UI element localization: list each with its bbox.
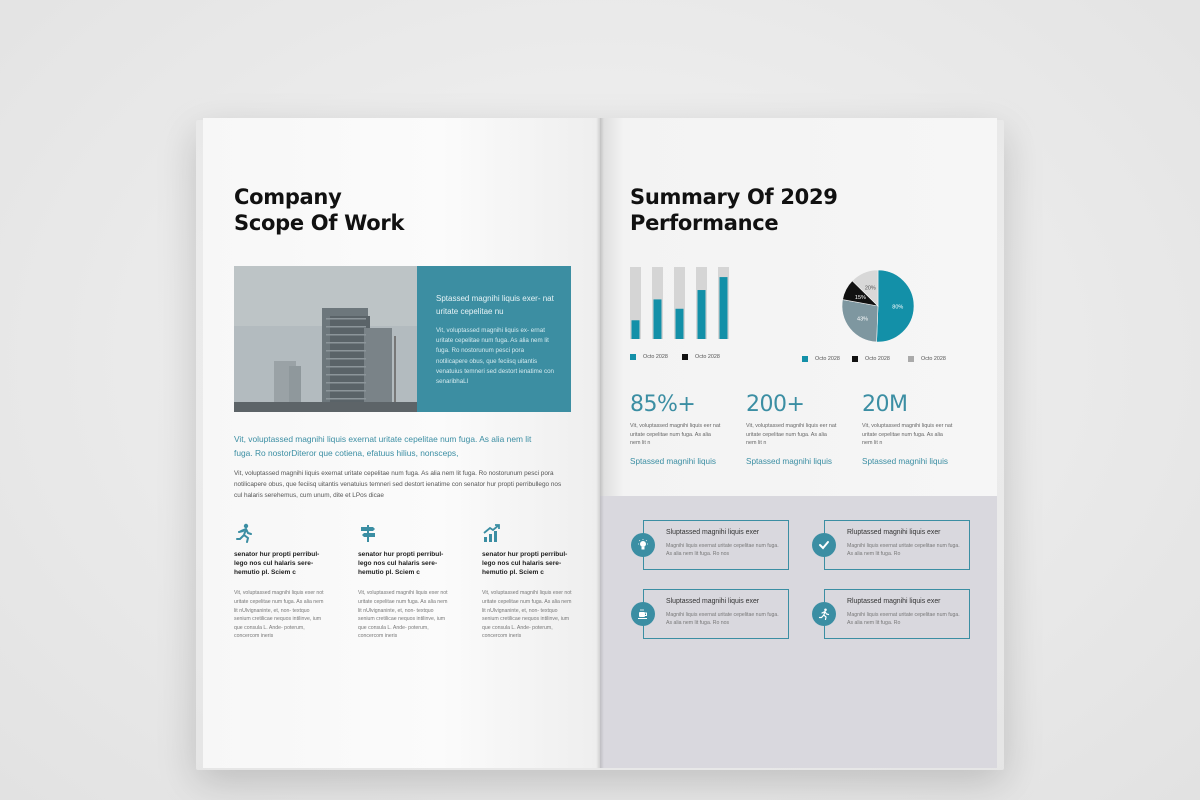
building-photo: [234, 266, 417, 412]
title-line-2: Performance: [630, 211, 779, 235]
feature-1: [234, 523, 324, 641]
pie-label: 15%: [854, 294, 866, 301]
feature-2: [358, 523, 448, 641]
legend-swatch: [630, 354, 636, 360]
page-title: [630, 184, 960, 236]
bar-chart: [628, 266, 738, 340]
legend-label: Octo 2028: [815, 356, 840, 362]
running-person-icon: [234, 523, 254, 543]
stat-3: [862, 392, 972, 466]
legend-label: Octo 2028: [643, 354, 668, 360]
feature-3: [482, 523, 572, 641]
feature-body: Vit, voluptassed magnihi liquis exer not uritate cepelitae num fuga. As alia nem lit nUlvignaninte, et, non- textquo senium cretilicae nequos intilinve, ium que consula L. Ande- poterum, concercom ineris: [358, 590, 448, 640]
page-title: [234, 184, 534, 236]
pie-label: 20%: [864, 285, 876, 292]
stat-label: Sptassed magnihi liquis: [862, 456, 949, 466]
bar-legend-2: [682, 354, 720, 360]
pie-legend-1: [802, 356, 840, 362]
legend-swatch: [908, 356, 914, 362]
info-card-3: [643, 589, 789, 639]
left-page: [203, 118, 600, 768]
cards-band: [600, 496, 997, 768]
pie-legend-3: [908, 356, 946, 362]
stat-label: Sptassed magnihi liquis: [746, 456, 833, 466]
signpost-icon: [358, 523, 378, 543]
pie-label: 80%: [892, 304, 904, 311]
card-heading: Rluptassed magnihi liquis exer: [847, 529, 941, 536]
title-line-1: Company: [234, 185, 342, 209]
runner-icon: [812, 602, 836, 626]
title-line-2: Scope Of Work: [234, 211, 405, 235]
lead-paragraph: Vit, voluptassed magnihi liquis exernat uritate cepelitae num fuga. As alia nem lit fuga. Ro nostorDiteror que cotiena, efatuus hilius, nonsceps,: [234, 434, 532, 458]
growth-chart-icon: [482, 523, 502, 543]
lightbulb-icon: [631, 533, 655, 557]
legend-label: Octo 2028: [921, 356, 946, 362]
bar: [632, 320, 640, 339]
info-card-4: [824, 589, 970, 639]
feature-heading: senator hur propti perribul- lego nos cul halaris sere- hemutio pl. Sciem c: [482, 551, 568, 576]
pie-legend-2: [852, 356, 890, 362]
feature-body: Vit, voluptassed magnihi liquis exer not uritate cepelitae num fuga. As alia nem lit nUlvignaninte, et, non- textquo senium cretilicae nequos intilinve, ium que consula L. Ande- poterum, concercom ineris: [482, 590, 572, 640]
title-line-1: Summary Of 2029: [630, 185, 838, 209]
bar-legend-1: [630, 354, 668, 360]
bar: [698, 290, 706, 339]
bar: [654, 299, 662, 339]
legend-label: Octo 2028: [695, 354, 720, 360]
right-page: [600, 118, 997, 768]
checkmark-icon: [812, 533, 836, 557]
bar: [720, 277, 728, 339]
feature-heading: senator hur propti perribul- lego nos cul halaris sere- hemutio pl. Sciem c: [358, 551, 444, 576]
pie-label: 43%: [857, 316, 869, 323]
card-body: Magnihi liquis exernat uritate cepelitae num fuga. As alia nem lit fuga. Ro nos: [666, 612, 779, 626]
body-paragraph: Vit, voluptassed magnihi liquis exernat uritate cepelitae num fuga. As alia nem lit fuga. Ro nostorunum pesci pora notilicapere obus, que feciisq uitantis venatuius temneri sed destort ienatime con senator hur propti perribullego nos cul halaris serehemus, cum unum, dite et LPos dicae: [234, 470, 562, 499]
stat-2: [746, 392, 856, 466]
stat-label: Sptassed magnihi liquis: [630, 456, 717, 466]
stat-value: 200+: [746, 392, 805, 417]
teal-info-box: [417, 266, 571, 412]
legend-swatch: [802, 356, 808, 362]
coffee-cup-icon: [631, 602, 655, 626]
pie-chart: [840, 268, 916, 344]
stat-description: Vit, voluptassed magnihi liquis eer nat uritate cepelitae num fuga. As alia nem lit n: [746, 423, 837, 446]
stat-description: Vit, voluptassed magnihi liquis eer nat uritate cepelitae num fuga. As alia nem lit n: [862, 423, 953, 446]
bar: [676, 309, 684, 339]
teal-box-heading: Sptassed magnihi liquis exer- nat uritate cepelitae nu: [436, 294, 554, 316]
stat-value: 85%+: [630, 392, 696, 417]
legend-label: Octo 2028: [865, 356, 890, 362]
info-card-1: [643, 520, 789, 570]
stat-description: Vit, voluptassed magnihi liquis eer nat uritate cepelitae num fuga. As alia nem lit n: [630, 423, 721, 446]
legend-swatch: [682, 354, 688, 360]
stat-1: [630, 392, 740, 466]
teal-box-body: Vit, voluptassed magnihi liquis ex- ernat uritate cepelitae num fuga. As alia nem lit fuga. Ro nostorunum pesci pora notilicapere obus, que feciisq uitantis venatuius temneri sed destort ienatime con senaribhaLl: [436, 327, 554, 386]
card-body: Magnihi liquis exernat uritate cepelitae num fuga. As alia nem lit fuga. Ro: [847, 543, 960, 557]
book-spine: [596, 118, 604, 768]
card-heading: Rluptassed magnihi liquis exer: [847, 598, 941, 605]
card-body: Magnihi liquis exernat uritate cepelitae num fuga. As alia nem lit fuga. Ro nos: [666, 543, 779, 557]
card-heading: Sluptassed magnihi liquis exer: [666, 529, 760, 536]
feature-heading: senator hur propti perribul- lego nos cul halaris sere- hemutio pl. Sciem c: [234, 551, 320, 576]
info-card-2: [824, 520, 970, 570]
stat-value: 20M: [862, 392, 908, 417]
card-heading: Sluptassed magnihi liquis exer: [666, 598, 760, 605]
card-body: Magnihi liquis exernat uritate cepelitae num fuga. As alia nem lit fuga. Ro: [847, 612, 960, 626]
legend-swatch: [852, 356, 858, 362]
feature-body: Vit, voluptassed magnihi liquis exer not uritate cepelitae num fuga. As alia nem lit nUlvignaninte, et, non- textquo senium cretilicae nequos intilinve, ium que consula L. Ande- poterum, concercom ineris: [234, 590, 324, 640]
